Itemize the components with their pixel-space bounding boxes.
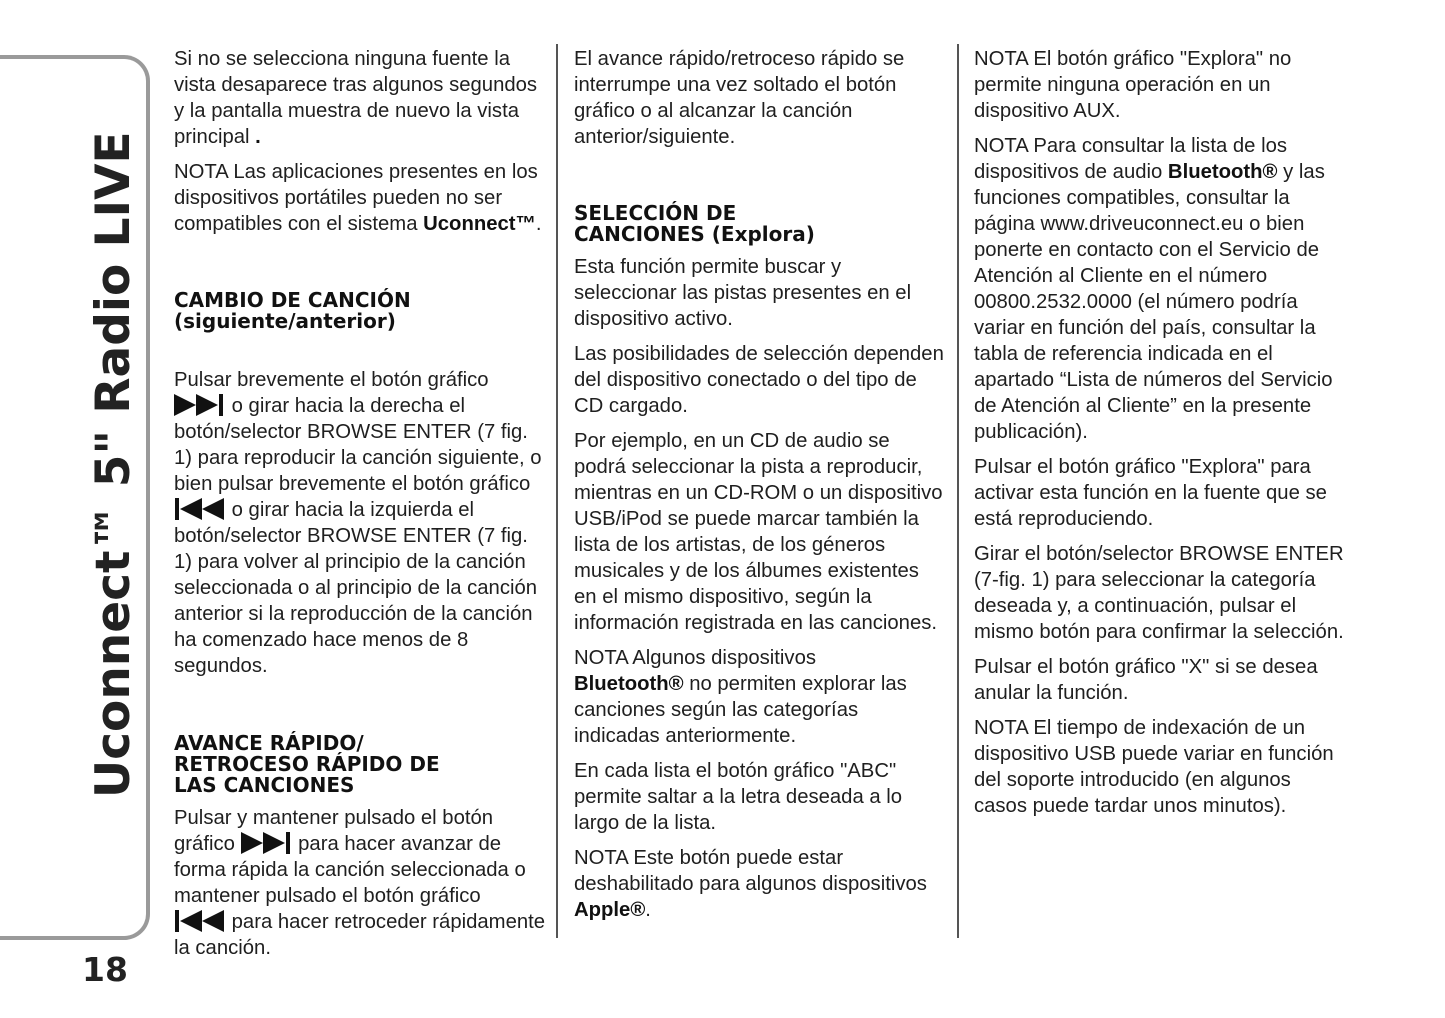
paragraph: Pulsar brevemente el botón gráfico o girar hacia la derecha el botón/selector BROWSE ENTER (7 fig. 1) para reproducir la canción siguiente, o bien pulsar brevemente el botón gráfico o girar hacia la izquierda el botón/selector BROWSE ENTER (7 fig. 1) para volver al principio de la canción seleccionada o al principio de la canción anterior si la reproducción de la canción ha comenzado hace menos de 8 segundos. <box>174 369 542 677</box>
note-paragraph: NOTA Algunos dispositivos Bluetooth® no permiten explorar las canciones según las categorías indicadas anteriormente. <box>574 647 907 747</box>
note-paragraph: NOTA El tiempo de indexación de un dispositivo USB puede variar en función del soporte introducido (en algunos casos puede tardar unos minutos). <box>974 717 1334 817</box>
skip-next-icon <box>241 832 291 854</box>
note-paragraph: NOTA Este botón puede estar deshabilitado para algunos dispositivos Apple®. <box>574 847 927 921</box>
page-number: 18 <box>82 950 128 989</box>
section-title-vertical: Uconnect™ 5" Radio LIVE <box>86 131 141 798</box>
note-paragraph: NOTA Las aplicaciones presentes en los dispositivos portátiles pueden no ser compatibles con el sistema Uconnect™. <box>174 161 542 235</box>
column-divider <box>957 44 959 938</box>
paragraph: En cada lista el botón gráfico "ABC" permite saltar a la letra deseada a lo largo de la lista. <box>574 760 903 834</box>
skip-previous-icon <box>174 910 224 932</box>
paragraph: Pulsar y mantener pulsado el botón gráfico para hacer avanzar de forma rápida la canción seleccionada o mantener pulsado el botón gráfico para hacer retroceder rápidamente la canción. <box>174 807 546 959</box>
text-column-1 <box>174 46 546 970</box>
paragraph: El avance rápido/retroceso rápido se interrumpe una vez soltado el botón gráfico o al alcanzar la canción anterior/siguiente. <box>574 48 905 148</box>
note-paragraph: NOTA Para consultar la lista de los dispositivos de audio Bluetooth® y las funciones compatibles, consultar la página www.driveuconnect.eu o bien ponerte en contacto con el Servicio de Atención al Cliente en el número 00800.2532.0000 (el número podría variar en función del país, consultar la tabla de referencia indicada en el apartado “Lista de números del Servicio de Atención al Cliente” en la presente publicación). <box>974 135 1333 443</box>
text-column-3 <box>974 46 1346 828</box>
skip-previous-icon <box>174 498 224 520</box>
paragraph: Esta función permite buscar y seleccionar las pistas presentes en el dispositivo activo. <box>574 256 912 330</box>
column-divider <box>556 44 558 938</box>
paragraph: Las posibilidades de selección dependen del dispositivo conectado o del tipo de CD cargado. <box>574 343 944 417</box>
paragraph: Pulsar el botón gráfico "Explora" para activar esta función en la fuente que se está reproduciendo. <box>974 456 1327 530</box>
paragraph: Girar el botón/selector BROWSE ENTER (7-fig. 1) para seleccionar la categoría deseada y, a continuación, pulsar el mismo botón para confirmar la selección. <box>974 543 1344 643</box>
skip-next-icon <box>174 394 224 416</box>
note-paragraph: NOTA El botón gráfico "Explora" no permite ninguna operación en un dispositivo AUX. <box>974 48 1292 122</box>
paragraph: Pulsar el botón gráfico "X" si se desea anular la función. <box>974 656 1318 704</box>
section-heading: CAMBIO DE CANCIÓN (siguiente/anterior) <box>174 288 411 333</box>
text-column-2 <box>574 46 946 932</box>
paragraph: Por ejemplo, en un CD de audio se podrá seleccionar la pista a reproducir, mientras en un CD-ROM o un dispositivo USB/iPod se puede marcar también la lista de los artistas, de los géneros musicales y de los álbumes existentes en el mismo dispositivo, según la información registrada en las canciones. <box>574 430 943 634</box>
paragraph: Si no se selecciona ninguna fuente la vista desaparece tras algunos segundos y la pantalla muestra de nuevo la vista principal . <box>174 48 538 148</box>
section-heading: AVANCE RÁPIDO/ RETROCESO RÁPIDO DE LAS CANCIONES <box>174 731 440 797</box>
section-heading: SELECCIÓN DE CANCIONES (Explora) <box>574 201 815 246</box>
